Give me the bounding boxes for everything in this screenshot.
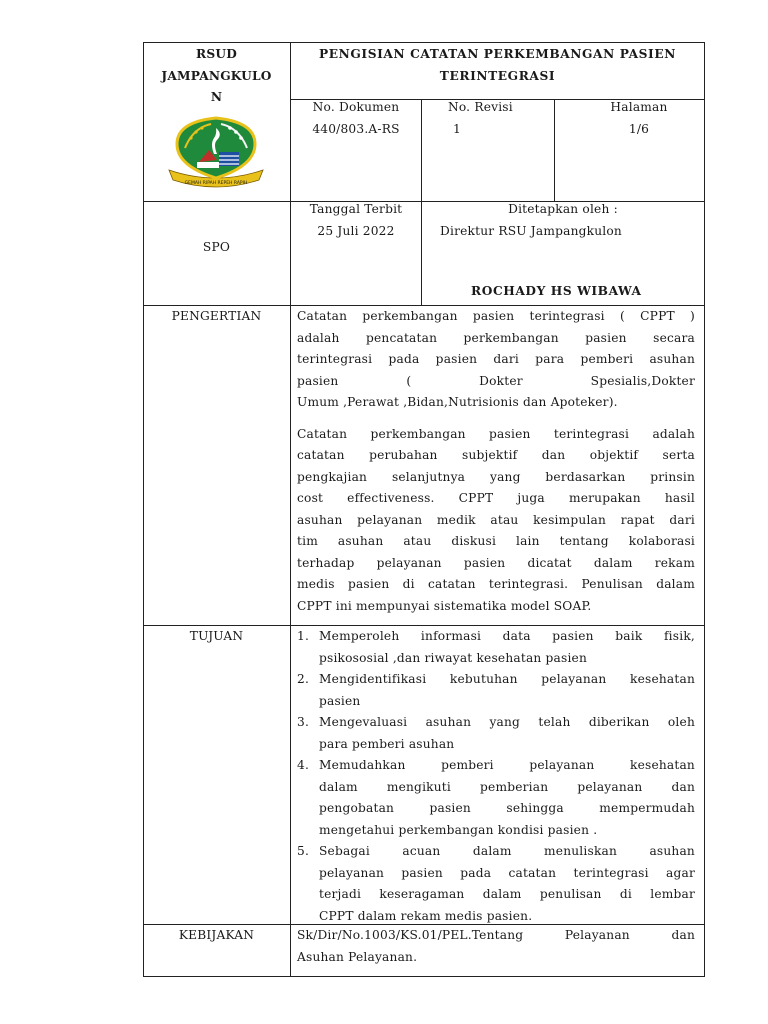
list-item: 4. Memudahkan pemberi pelayanan kesehatan dalam mengikuti pemberian pelayanan dan pengobatan pasien sehingga mempermudah mengetahui perkembangan kondisi pasien .	[297, 758, 695, 837]
table-border-top	[143, 42, 705, 43]
table-border-bottom	[143, 976, 705, 977]
spo-label: SPO	[202, 240, 231, 254]
svg-text:GEMAH RIPAH REPEH RAPIH: GEMAH RIPAH REPEH RAPIH	[184, 181, 248, 186]
pengertian-label: PENGERTIAN	[171, 309, 262, 323]
hospital-logo	[163, 114, 269, 188]
issue-date: Tanggal Terbit 25 Juli 2022	[309, 202, 403, 238]
list-item: 5. Sebagai acuan dalam menuliskan asuhan pelayanan pasien pada catatan terintegrasi agar terjadi keseragaman dalam penulisan di lembar CPPT dalam rekam medis pasien.	[297, 844, 695, 923]
page-number: Halaman 1/6	[610, 100, 668, 136]
logo-emblem-icon	[169, 118, 263, 187]
approval-block: Ditetapkan oleh : Direktur RSU Jampangkulon	[440, 202, 622, 238]
table-border-right	[704, 42, 705, 977]
kebijakan-label: KEBIJAKAN	[178, 928, 255, 942]
pengertian-paragraph-2: Catatan perkembangan pasien terintegrasi adalah catatan perubahan subjektif dan objektif serta pengkajian selanjutnya yang berdasarkan prinsin cost effectiveness. CPPT juga merupakan hasil asuhan pelayanan medik atau kesimpulan rapat dari tim asuhan atau diskusi lain tentang kolaborasi terhadap pelayanan pasien dicatat dalam rekam medis pasien di catatan terintegrasi. Penulisan dalam CPPT ini mempunyai sistematika model SOAP.	[297, 426, 695, 613]
approver-name: ROCHADY HS WIBAWA	[471, 284, 642, 298]
list-item: 1. Memperoleh informasi data pasien baik fisik, psikososial ,dan riwayat kesehatan pasien	[297, 629, 695, 665]
tujuan-list	[295, 626, 695, 927]
list-item: 2. Mengidentifikasi kebutuhan pelayanan kesehatan pasien	[297, 672, 695, 708]
list-item: 3. Mengevaluasi asuhan yang telah diberikan oleh para pemberi asuhan	[297, 715, 695, 751]
table-border-left	[143, 42, 144, 977]
pengertian-text	[297, 306, 695, 617]
hospital-name: RSUD JAMPANGKULO N	[161, 47, 272, 104]
document-number: No. Dokumen 440/803.A-RS	[312, 100, 400, 136]
tujuan-label: TUJUAN	[189, 629, 244, 643]
document-title: PENGISIAN CATATAN PERKEMBANGAN PASIEN TERINTEGRASI	[319, 47, 676, 83]
pengertian-paragraph-1: Catatan perkembangan pasien terintegrasi ( CPPT ) adalah pencatatan perkembangan pasien secara terintegrasi pada pasien dari para pemberi asuhan pasien ( Dokter Spesialis,Dokter Umum ,Perawat ,Bidan,Nutrisionis dan Apoteker).	[297, 309, 695, 409]
spo-table	[143, 42, 705, 977]
kebijakan-text: Sk/Dir/No.1003/KS.01/PEL.Tentang Pelayanan dan Asuhan Pelayanan.	[297, 928, 695, 964]
revision-number: No. Revisi 1	[448, 100, 513, 136]
doc-revision-divider	[421, 99, 422, 201]
column-divider	[290, 42, 291, 977]
